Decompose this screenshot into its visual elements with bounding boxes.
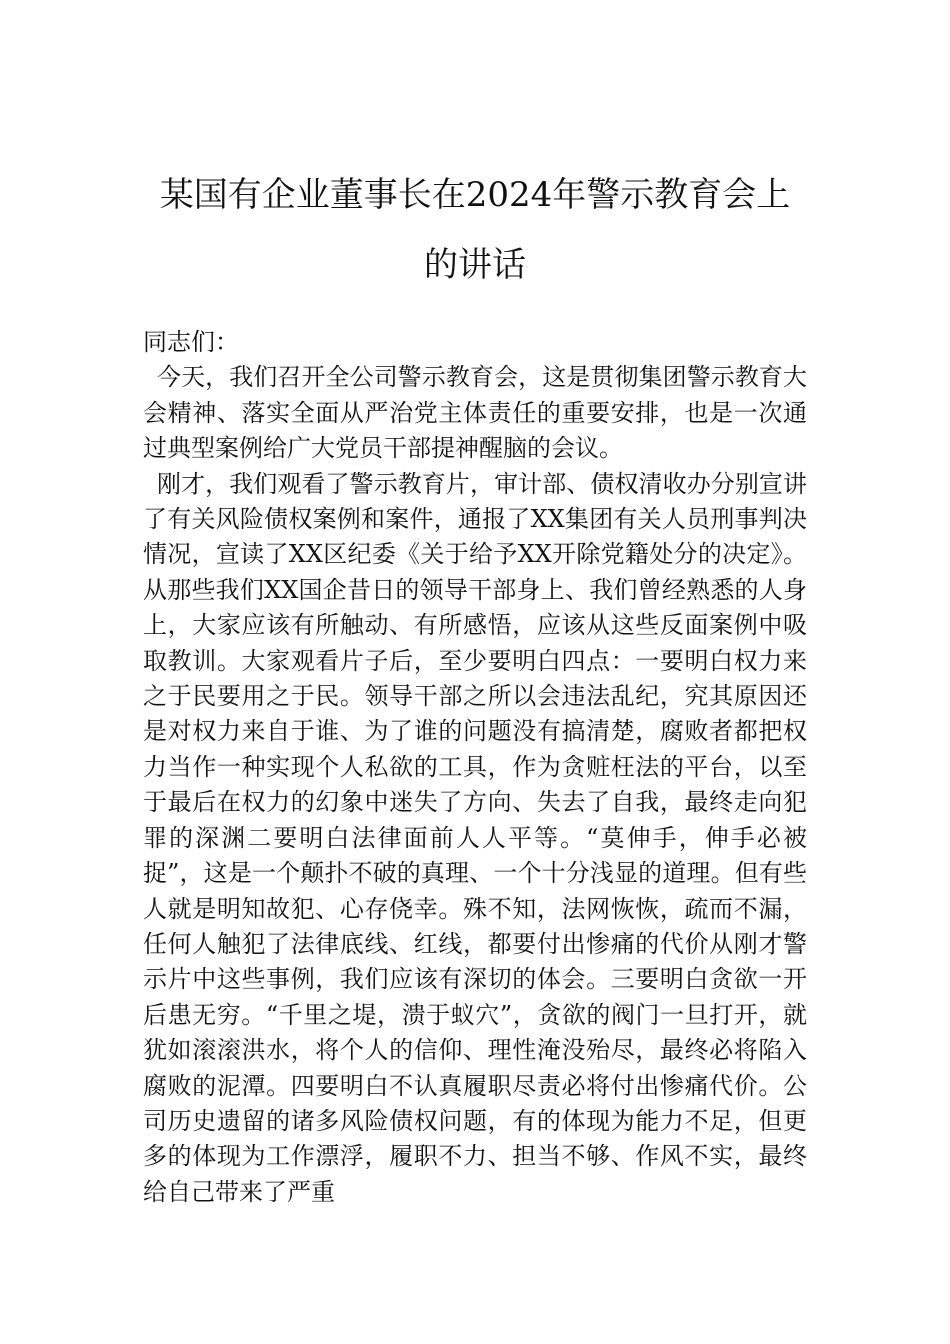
- paragraph-1: 今天，我们召开全公司警示教育会，这是贯彻集团警示教育大会精神、落实全面从严治党主体责任的重要安排，也是一次通过典型案例给广大党员干部提神醒脑的会议。: [143, 363, 807, 463]
- document-body: [143, 325, 807, 1210]
- title-line-1: 某国有企业董事长在2024年警示教育会上: [159, 175, 791, 215]
- paragraph-2: 刚才，我们观看了警示教育片，审计部、债权清收办分别宣讲了有关风险债权案例和案件，通报了XX集团有关人员刑事判决情况，宣读了XX区纪委《关于给予XX开除党籍处分的决定》。从那些我们XX国企昔日的领导干部身上、我们曾经熟悉的人身上，大家应该有所触动、有所感悟，应该从这些反面案例中吸取教训。大家观看片子后，至少要明白四点：一要明白权力来之于民要用之于民。领导干部之所以会违法乱纪，究其原因还是对权力来自于谁、为了谁的问题没有搞清楚，腐败者都把权力当作一种实现个人私欲的工具，作为贪赃枉法的平台，以至于最后在权力的幻象中迷失了方向、失去了自我，最终走向犯罪的深渊二要明白法律面前人人平等。“莫伸手，伸手必被捉”，这是一个颠扑不破的真理、一个十分浅显的道理。但有些人就是明知故犯、心存侥幸。殊不知，法网恢恢，疏而不漏，任何人触犯了法律底线、红线，都要付出惨痛的代价从刚才警示片中这些事例，我们应该有深切的体会。三要明白贪欲一开后患无穷。“千里之堤，溃于蚁穴”，贪欲的阀门一旦打开，就犹如滚滚洪水，将个人的信仰、理性淹没殆尽，最终必将陷入腐败的泥潭。四要明白不认真履职尽责必将付出惨痛代价。公司历史遗留的诸多风险债权问题，有的体现为能力不足，但更多的体现为工作漂浮，履职不力、担当不够、作风不实，最终给自己带来了严重: [143, 469, 807, 1206]
- document-title: [140, 160, 810, 300]
- title-line-2: 的讲话: [424, 245, 526, 285]
- salutation: 同志们：: [143, 328, 239, 356]
